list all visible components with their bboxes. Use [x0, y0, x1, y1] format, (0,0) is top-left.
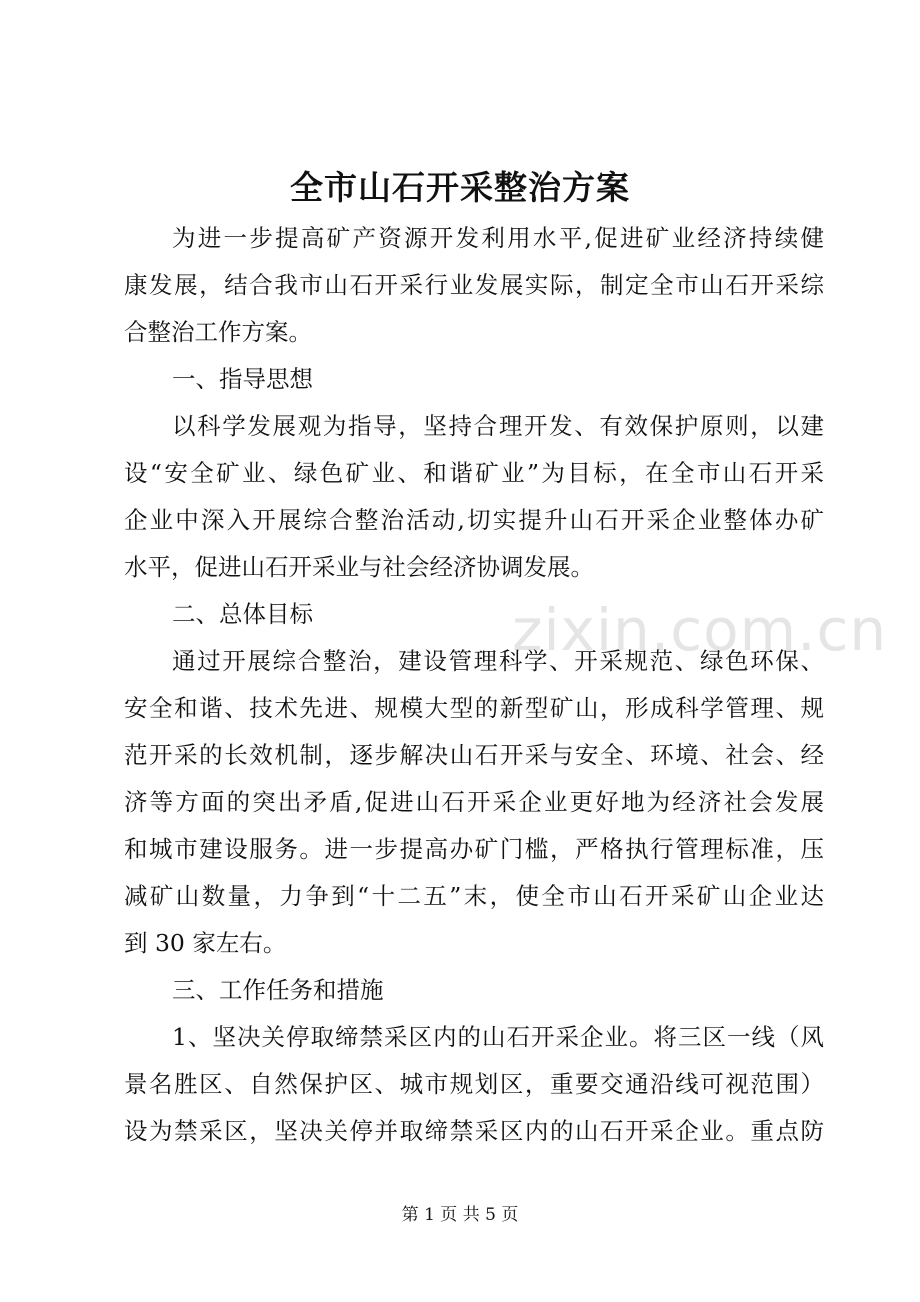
page-footer: 第 1 页 共 5 页 — [401, 1205, 519, 1225]
text-line: 和城市建设服务。进一步提高办矿门槛，严格执行管理标准，压 — [124, 835, 824, 863]
document-title: 全市山石开采整治方案 — [290, 168, 630, 207]
text-line: 三、工作任务和措施 — [172, 976, 384, 1004]
text-line: 景名胜区、自然保护区、城市规划区，重要交通沿线可视范围） — [124, 1070, 824, 1098]
text-line: 到 30 家左右。 — [124, 929, 287, 957]
watermark: zixin.com.cn — [512, 596, 888, 664]
text-line: 减矿山数量，力争到“十二五”末，使全市山石开采矿山企业达 — [124, 882, 824, 910]
document-body — [124, 218, 824, 1158]
text-line: 水平，促进山石开采业与社会经济协调发展。 — [124, 553, 594, 581]
text-line: 设“安全矿业、绿色矿业、和谐矿业”为目标，在全市山石开采 — [124, 459, 824, 487]
text-line: 设为禁采区，坚决关停并取缔禁采区内的山石开采企业。重点防 — [124, 1117, 824, 1145]
text-line: 合整治工作方案。 — [124, 318, 312, 346]
text-line: 范开采的长效机制，逐步解决山石开采与安全、环境、社会、经 — [124, 741, 824, 769]
text-line: 安全和谐、技术先进、规模大型的新型矿山，形成科学管理、规 — [124, 694, 824, 722]
text-line: 为进一步提高矿产资源开发利用水平,促进矿业经济持续健 — [172, 224, 824, 252]
text-line: 康发展，结合我市山石开采行业发展实际，制定全市山石开采综 — [124, 271, 824, 299]
text-line: 通过开展综合整治，建设管理科学、开采规范、绿色环保、 — [172, 647, 824, 675]
text-line: 以科学发展观为指导，坚持合理开发、有效保护原则，以建 — [172, 412, 824, 440]
text-line: 企业中深入开展综合整治活动,切实提升山石开采企业整体办矿 — [124, 506, 824, 534]
text-line: 1、坚决关停取缔禁采区内的山石开采企业。将三区一线（风 — [172, 1023, 824, 1051]
text-line: 济等方面的突出矛盾,促进山石开采企业更好地为经济社会发展 — [124, 788, 824, 816]
text-line: 二、总体目标 — [172, 600, 313, 628]
text-line: 一、指导思想 — [172, 365, 313, 393]
